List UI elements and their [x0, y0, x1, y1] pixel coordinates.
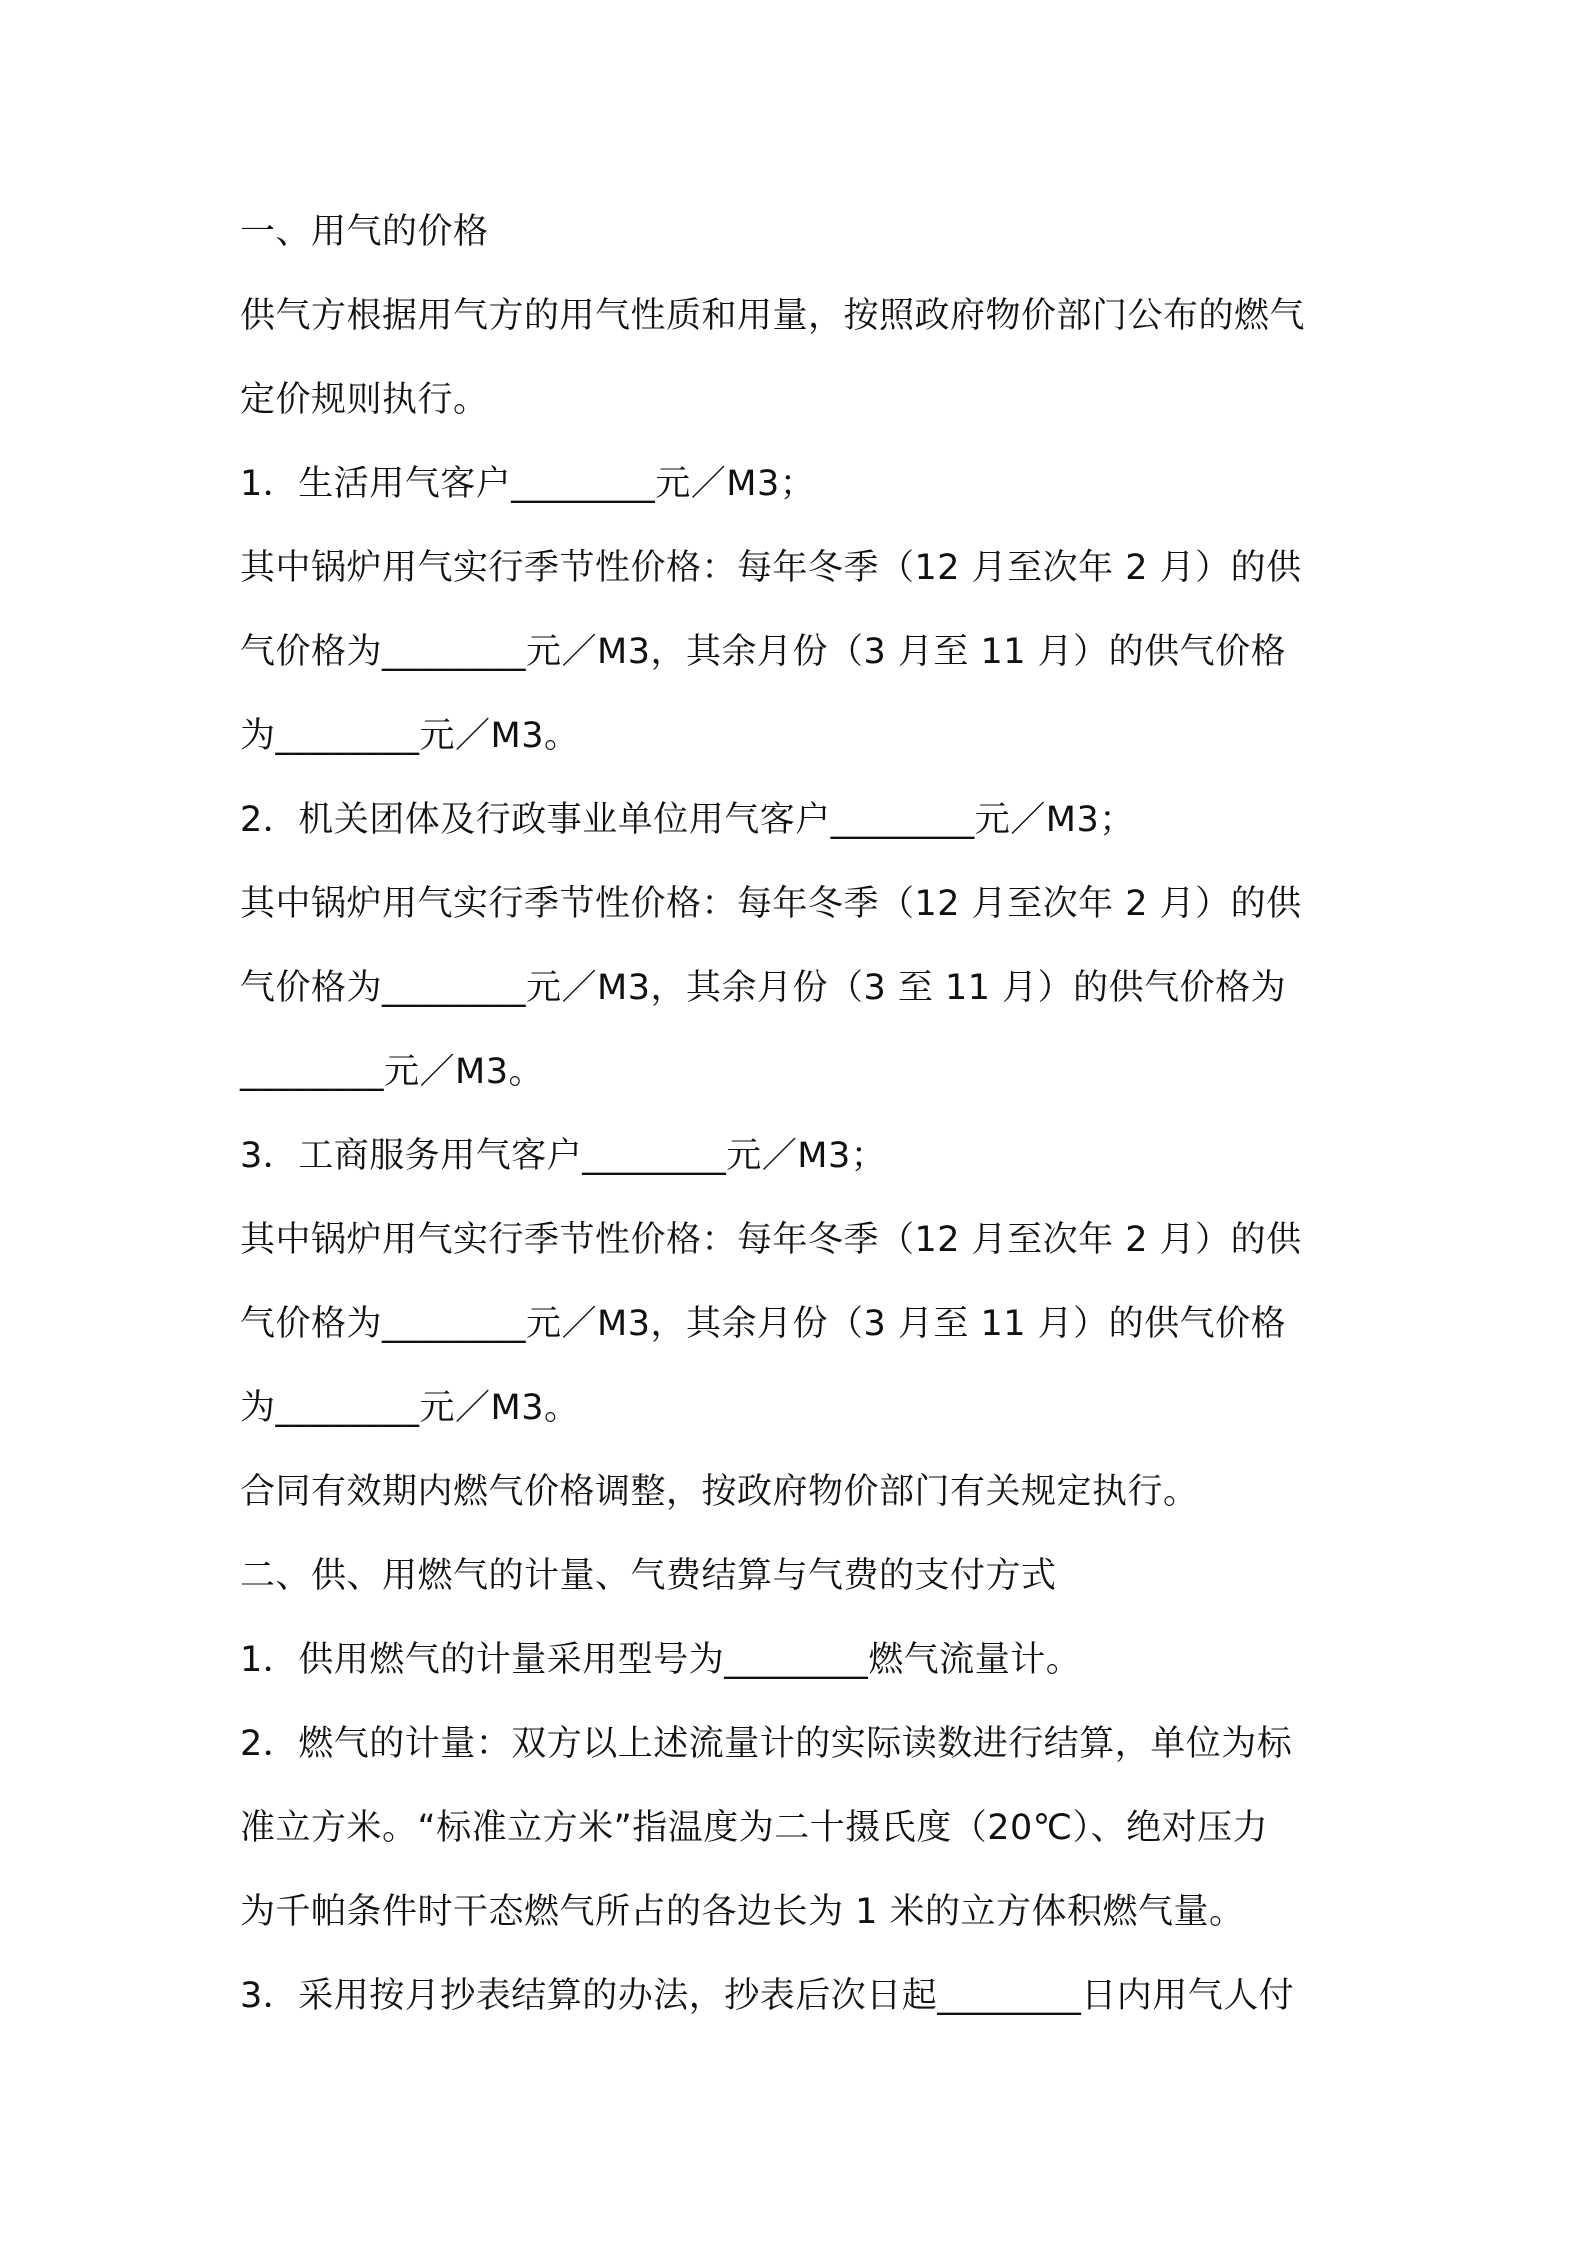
paragraph-line: 其中锅炉用气实行季节性价格：每年冬季（12 月至次年 2 月）的供 — [240, 1220, 1302, 1260]
section-heading-metering-billing: 二、供、用燃气的计量、气费结算与气费的支付方式 — [240, 1556, 1057, 1596]
document-body — [240, 190, 1360, 2038]
paragraph-line: 为________元／M3。 — [240, 716, 580, 756]
clause-institution-price: 2．机关团体及行政事业单位用气客户________元／M3； — [240, 800, 1135, 840]
paragraph-line: 为________元／M3。 — [240, 1388, 580, 1428]
paragraph-line: 气价格为________元／M3，其余月份（3 月至 11 月）的供气价格 — [240, 632, 1287, 672]
paragraph-line: 气价格为________元／M3，其余月份（3 月至 11 月）的供气价格 — [240, 1304, 1287, 1344]
clause-meter-model: 1．供用燃气的计量采用型号为________燃气流量计。 — [240, 1640, 1082, 1680]
paragraph-line: ________元／M3。 — [240, 1052, 544, 1092]
paragraph-line: 准立方米。“标准立方米”指温度为二十摄氏度（20℃）、绝对压力 — [240, 1808, 1269, 1848]
paragraph-line: 供气方根据用气方的用气性质和用量，按照政府物价部门公布的燃气 — [240, 296, 1306, 336]
paragraph-line: 定价规则执行。 — [240, 380, 489, 420]
paragraph-line: 为千帕条件时干态燃气所占的各边长为 1 米的立方体积燃气量。 — [240, 1892, 1245, 1932]
paragraph-line: 合同有效期内燃气价格调整，按政府物价部门有关规定执行。 — [240, 1472, 1199, 1512]
section-heading-gas-price: 一、用气的价格 — [240, 212, 489, 252]
paragraph-line: 气价格为________元／M3，其余月份（3 至 11 月）的供气价格为 — [240, 968, 1287, 1008]
paragraph-line: 其中锅炉用气实行季节性价格：每年冬季（12 月至次年 2 月）的供 — [240, 548, 1302, 588]
clause-commercial-price: 3．工商服务用气客户________元／M3； — [240, 1136, 887, 1176]
paragraph-line: 其中锅炉用气实行季节性价格：每年冬季（12 月至次年 2 月）的供 — [240, 884, 1302, 924]
clause-residential-price: 1．生活用气客户________元／M3； — [240, 464, 816, 504]
clause-metering: 2．燃气的计量：双方以上述流量计的实际读数进行结算，单位为标 — [240, 1724, 1293, 1764]
clause-monthly-billing: 3．采用按月抄表结算的办法，抄表后次日起________日内用气人付 — [240, 1976, 1295, 2016]
